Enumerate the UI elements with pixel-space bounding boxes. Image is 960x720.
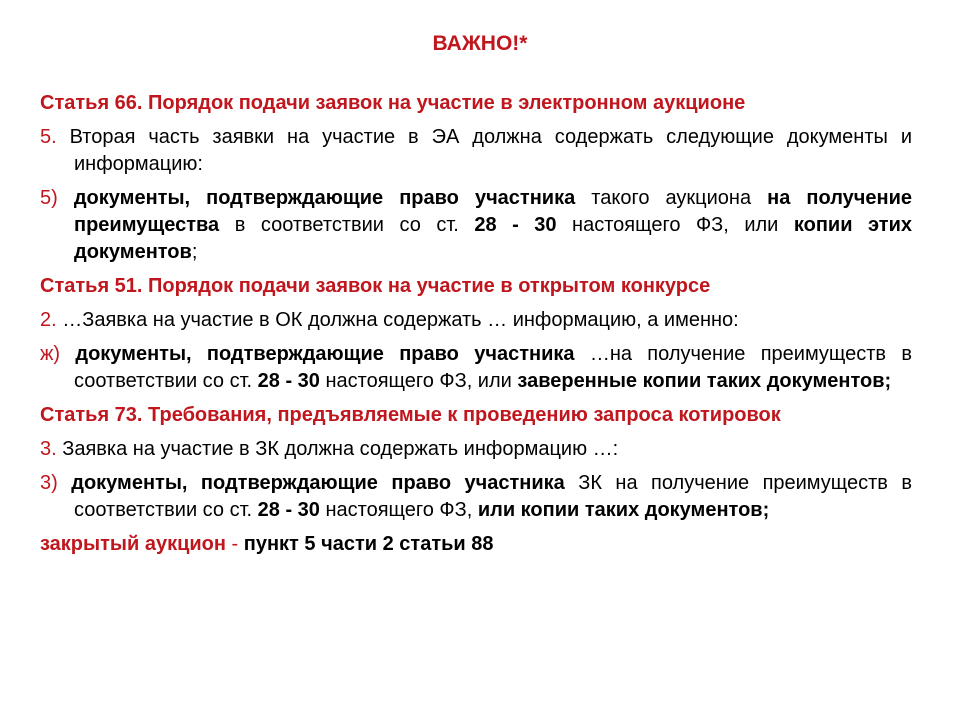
article-66-item-5	[40, 185, 912, 266]
item-text: ЗК на получение преимуществ в соответствии со ст.	[74, 472, 913, 521]
item-number: ж)	[40, 343, 61, 365]
item-bold-text: 28 - 30	[474, 214, 557, 236]
item-bold-text: или копии таких документов;	[477, 499, 770, 521]
item-text: …на получение преимуществ в соответствии со ст.	[74, 343, 913, 392]
slide-title: ВАЖНО!*	[432, 32, 528, 55]
clause-number: 5.	[40, 126, 57, 148]
clause-text: …Заявка на участие в ОК должна содержать … информацию, а именно:	[56, 309, 739, 331]
closed-auction-label: закрытый аукцион	[40, 533, 226, 555]
closed-auction-ref: пункт 5 части 2 статьи 88	[243, 533, 494, 555]
item-bold-text: копии этих документов	[74, 214, 913, 263]
item-bold-text: документы, подтверждающие право участника	[57, 472, 565, 494]
article-66-clause-5	[40, 124, 912, 178]
item-bold-text: 28 - 30	[257, 499, 320, 521]
clause-number: 2.	[40, 309, 57, 331]
item-text: настоящего ФЗ,	[319, 499, 478, 521]
article-51-item-zh	[40, 341, 912, 395]
article-73-clause-3	[40, 436, 912, 463]
clause-text: Вторая часть заявки на участие в ЭА должна содержать следующие документы и информацию:	[56, 126, 912, 175]
item-bold-text: заверенные копии таких документов;	[517, 370, 892, 392]
item-bold-text: на получение преимущества	[74, 187, 913, 236]
item-bold-text: документы, подтверждающие право участника	[60, 343, 575, 365]
slide-content	[40, 90, 912, 565]
article-73-heading: Статья 73. Требования, предъявляемые к проведению запроса котировок	[40, 404, 781, 426]
item-bold-text: документы, подтверждающие право участника	[57, 187, 576, 209]
item-number: 5)	[40, 187, 58, 209]
article-51-clause-2	[40, 307, 912, 334]
clause-number: 3.	[40, 438, 57, 460]
clause-text: Заявка на участие в ЗК должна содержать информацию …:	[56, 438, 619, 460]
item-text: ;	[191, 241, 198, 263]
closed-auction-note	[40, 531, 912, 558]
item-bold-text: 28 - 30	[257, 370, 320, 392]
article-51-heading: Статья 51. Порядок подачи заявок на участие в открытом конкурсе	[40, 275, 711, 297]
item-text: настоящего ФЗ, или	[319, 370, 518, 392]
item-text: такого аукциона	[575, 187, 768, 209]
item-number: 3)	[40, 472, 58, 494]
item-text: в соответствии со ст.	[219, 214, 475, 236]
closed-auction-dash: -	[225, 533, 244, 555]
article-66-heading: Статья 66. Порядок подачи заявок на участие в электронном аукционе	[40, 92, 746, 114]
article-73-item-3	[40, 470, 912, 524]
item-text: настоящего ФЗ, или	[556, 214, 794, 236]
